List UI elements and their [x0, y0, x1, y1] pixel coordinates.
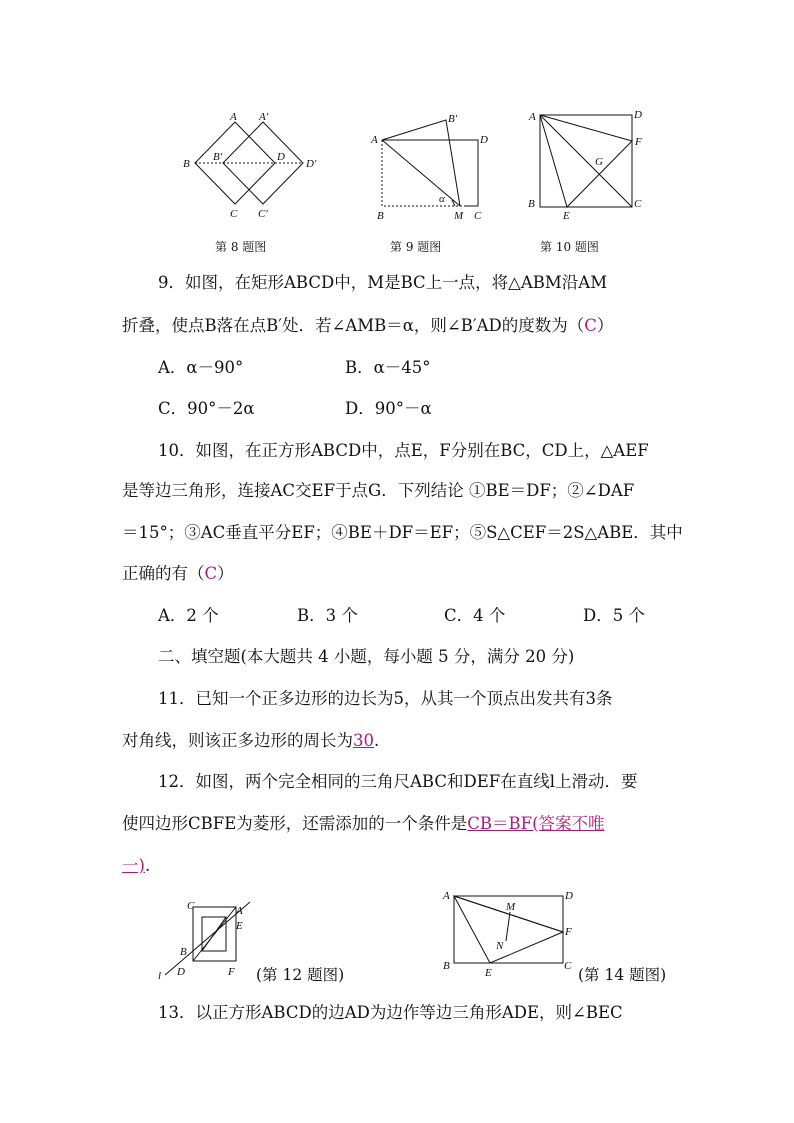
- label-E: E: [485, 967, 492, 979]
- label-G: G: [595, 156, 603, 168]
- q10-option-d: D．5 个: [583, 606, 645, 625]
- q9-option-a: A．α－90°: [158, 358, 244, 377]
- label-C: C: [230, 208, 238, 220]
- segment-mn: [506, 912, 510, 941]
- q9-line-2-text: 折叠，使点B落在点B′处．若∠AMB＝α，则∠B′AD的度数为（: [122, 316, 585, 335]
- label-B: B: [180, 946, 187, 958]
- label-M: M: [506, 901, 516, 913]
- label-C: C: [474, 210, 482, 222]
- figure-9-caption: 第 9 题图: [390, 240, 442, 254]
- q9-line-1: 9．如图，在矩形ABCD中，M是BC上一点，将△ABM沿AM: [158, 273, 608, 292]
- figure-14: [440, 887, 580, 982]
- figure-10-caption: 第 10 题图: [540, 240, 599, 254]
- label-A: A: [236, 905, 243, 917]
- figure-12: [150, 897, 260, 982]
- label-D: D: [634, 109, 642, 121]
- label-C-prime: C′: [258, 208, 268, 220]
- figure-14-caption: (第 14 题图): [578, 966, 667, 984]
- q9-option-b: B．α－45°: [345, 358, 431, 377]
- label-C: C: [187, 900, 195, 912]
- q11-line-2-end: .: [374, 731, 380, 750]
- figure-10: [525, 108, 650, 226]
- label-B-prime: B′: [448, 113, 458, 125]
- q12-line-3: [122, 855, 150, 877]
- label-A: A: [529, 111, 536, 123]
- folded-triangle-fig9: [382, 120, 460, 206]
- q10-option-c: C．4 个: [444, 606, 506, 625]
- q9-option-c: C．90°－2α: [158, 399, 255, 418]
- rect-top-right-fig9: [382, 140, 478, 206]
- q12-line-1: 12．如图，两个完全相同的三角尺ABC和DEF在直线l上滑动．要: [158, 772, 638, 791]
- q12-answer-part-2: 一): [122, 856, 145, 875]
- label-B-prime: B′: [213, 151, 223, 163]
- q10-option-b: B．3 个: [297, 606, 358, 625]
- label-B: B: [528, 198, 535, 210]
- figure-9: [368, 108, 493, 226]
- q9-option-d: D．90°－α: [345, 399, 432, 418]
- q10-line-4-close: ）: [217, 564, 234, 583]
- label-D-prime: D′: [306, 158, 317, 170]
- label-B: B: [183, 158, 190, 170]
- label-A-prime: A′: [259, 111, 269, 123]
- label-F: F: [565, 926, 572, 938]
- q10-line-4-text: 正确的有（: [122, 564, 205, 583]
- label-B: B: [443, 960, 450, 972]
- label-M: M: [454, 210, 464, 222]
- label-D: D: [480, 134, 488, 146]
- q10-line-1: 10．如图，在正方形ABCD中，点E，F分别在BC，CD上，△AEF: [158, 441, 649, 460]
- label-E: E: [236, 920, 243, 932]
- q12-line-2-text: 使四边形CBFE为菱形，还需添加的一个条件是: [122, 814, 468, 833]
- label-C: C: [634, 198, 642, 210]
- figure-12-caption: (第 12 题图): [256, 966, 345, 984]
- q10-option-a: A．2 个: [158, 606, 219, 625]
- label-l: l: [158, 970, 162, 982]
- q11-line-2: [122, 730, 379, 752]
- label-alpha: α: [439, 193, 445, 205]
- fold-line-am: [382, 140, 460, 206]
- q10-line-3: ＝15°；③AC垂直平分EF；④BE＋DF＝EF；⑤S△CEF＝2S△ABE．其中: [122, 523, 683, 542]
- q13-line-1: 13．以正方形ABCD的边AD为边作等边三角形ADE，则∠BEC: [158, 1003, 623, 1022]
- label-A: A: [443, 890, 450, 902]
- q9-line-2-close: ）: [596, 316, 614, 335]
- label-B: B: [377, 210, 384, 222]
- label-C: C: [564, 960, 572, 972]
- q12-line-3-end: .: [144, 856, 151, 875]
- q10-answer: C: [204, 564, 218, 583]
- q9-line-2: [122, 315, 613, 337]
- section-2-heading: 二、填空题(本大题共 4 小题，每小题 5 分，满分 20 分): [158, 647, 575, 666]
- q11-line-2-text: 对角线，则该正多边形的周长为: [122, 731, 353, 750]
- label-E: E: [563, 210, 570, 222]
- label-D: D: [565, 890, 573, 902]
- q11-line-1: 11．已知一个正多边形的边长为5，从其一个顶点出发共有3条: [158, 689, 613, 708]
- figure-8-caption: 第 8 题图: [215, 240, 267, 254]
- label-F: F: [635, 136, 642, 148]
- label-D: D: [277, 151, 285, 163]
- q10-line-2: 是等边三角形，连接AC交EF于点G．下列结论 ①BE＝DF；②∠DAF: [122, 481, 635, 500]
- q12-answer-part-1: CB＝BF(答案不唯: [467, 814, 605, 833]
- q10-line-4: [122, 563, 234, 585]
- label-A: A: [371, 134, 378, 146]
- triangle-edge-fig12: [202, 917, 226, 951]
- q12-line-2: [122, 813, 605, 835]
- label-N: N: [496, 940, 504, 952]
- label-F: F: [228, 966, 235, 978]
- figure-8: [180, 110, 320, 225]
- label-A: A: [230, 111, 237, 123]
- q9-answer: C: [584, 316, 597, 335]
- q11-answer: 30: [353, 731, 374, 750]
- label-D: D: [177, 966, 185, 978]
